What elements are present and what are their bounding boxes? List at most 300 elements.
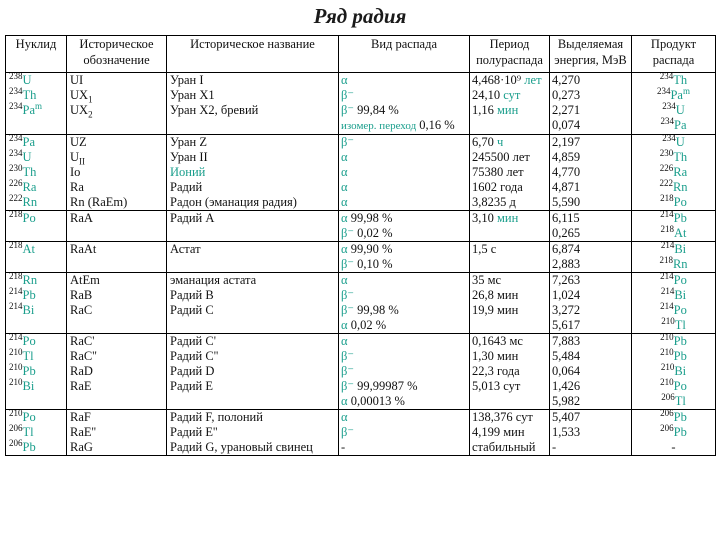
energy-value: 5,982 xyxy=(552,394,581,408)
halflife xyxy=(472,88,547,103)
product-link-symbol[interactable]: U xyxy=(675,135,685,149)
product-link[interactable] xyxy=(634,315,713,333)
energy-value: 0,064 xyxy=(552,364,581,378)
decay-mode-part[interactable]: α xyxy=(341,150,348,164)
halflife-part: 0,1643 мс xyxy=(472,334,523,348)
nuclide-link[interactable] xyxy=(9,300,64,318)
nuclide-link-symbol[interactable]: Po xyxy=(22,410,36,424)
hist-name xyxy=(170,211,336,226)
hist-name-part: Радий E xyxy=(170,379,213,393)
halflife xyxy=(472,135,547,150)
energy-value: 7,263 xyxy=(552,273,581,287)
decay-mode-part[interactable]: β⁻ xyxy=(341,379,354,393)
halflife-part[interactable]: сут xyxy=(503,88,521,102)
decay-mode-part: 99,99987 % xyxy=(353,379,418,393)
product-link[interactable] xyxy=(634,73,713,88)
energy-value: 2,883 xyxy=(552,257,581,271)
product-link-symbol[interactable]: Pb xyxy=(673,410,687,424)
decay-mode-part[interactable]: α xyxy=(341,334,348,348)
hist-symbol: RaC'' xyxy=(70,349,97,363)
header-row xyxy=(6,36,716,73)
table-cell xyxy=(470,334,550,410)
decay-mode-part[interactable]: α xyxy=(341,180,348,194)
hist-name-part: Радий C'' xyxy=(170,349,219,363)
nuclide-link-mass: 210 xyxy=(9,376,23,387)
table-cell xyxy=(167,73,339,135)
hist-symbol: UI xyxy=(70,73,84,87)
nuclide-link-symbol[interactable]: Pa xyxy=(22,135,35,149)
nuclide-link-symbol[interactable]: Pb xyxy=(22,364,36,378)
hist-name xyxy=(170,410,336,425)
product-link-symbol[interactable]: Bi xyxy=(674,288,687,302)
hist-name-part[interactable]: Ионий xyxy=(170,165,206,179)
decay-mode-part[interactable]: β⁻ xyxy=(341,303,354,317)
hist-name xyxy=(170,103,336,118)
product-link-symbol[interactable]: Ra xyxy=(673,165,688,179)
decay-mode-part[interactable]: β⁻ xyxy=(341,288,354,302)
product-link-symbol[interactable]: Pb xyxy=(673,211,687,225)
hist-name xyxy=(170,425,336,440)
decay-mode xyxy=(341,334,467,349)
decay-mode-part[interactable]: β⁻ xyxy=(341,135,354,149)
decay-mode-part[interactable]: α xyxy=(341,318,348,332)
energy-value: 0,074 xyxy=(552,118,581,132)
hist-symbol: RaAt xyxy=(70,242,97,256)
table-row xyxy=(6,73,716,135)
table-cell xyxy=(550,334,632,410)
table-row xyxy=(6,334,716,410)
halflife xyxy=(472,440,547,455)
nuclide-link-mass: 234 xyxy=(9,100,23,111)
product-link-mass: 226 xyxy=(659,162,674,173)
energy-value: 1,533 xyxy=(552,425,581,439)
product-link-mass: 218 xyxy=(659,254,673,265)
decay-mode xyxy=(341,288,467,303)
halflife-part: 5,013 сут xyxy=(472,379,521,393)
decay-mode xyxy=(341,440,467,455)
nuclide-link-symbol[interactable]: Th xyxy=(22,165,37,179)
table-cell xyxy=(6,73,67,135)
halflife-part: 26,8 мин xyxy=(472,288,519,302)
table-cell xyxy=(339,73,470,135)
nuclide-link-mass: 218 xyxy=(9,210,23,219)
halflife-part: 1,30 мин xyxy=(472,349,519,363)
product-link-symbol[interactable]: Po xyxy=(673,303,687,317)
product-link-symbol[interactable]: Pb xyxy=(673,425,687,439)
hist-name-part: Уран II xyxy=(170,150,208,164)
decay-mode-part[interactable]: β⁻ xyxy=(341,349,354,363)
hist-name-part: Радий G, урановый свинец xyxy=(170,440,313,454)
hist-name-part: Уран Z xyxy=(170,135,207,149)
header-energy: Выделяемая энергия, МэВ xyxy=(550,36,632,73)
halflife-part: 1602 года xyxy=(472,180,523,194)
header-halflife: Период полураспада xyxy=(470,36,550,73)
hist-symbol: RaF xyxy=(70,410,91,424)
decay-mode-part: 0,16 % xyxy=(416,118,455,132)
table-row xyxy=(6,242,716,273)
decay-mode-part[interactable]: β⁻ xyxy=(341,88,354,102)
product-link-symbol[interactable]: Pa xyxy=(670,88,683,102)
product-link-symbol[interactable]: Tl xyxy=(674,318,686,332)
hist-name-part: эманация астата xyxy=(170,273,257,287)
product-link-mass: 234 xyxy=(659,72,674,81)
product-link-symbol[interactable]: Po xyxy=(673,273,687,287)
halflife xyxy=(472,303,547,318)
nuclide-link-mass: 214 xyxy=(9,300,23,311)
table-cell xyxy=(632,273,716,334)
nuclide-link-symbol[interactable]: Rn xyxy=(22,273,38,287)
product-link[interactable] xyxy=(634,422,713,440)
energy-value: 1,426 xyxy=(552,379,581,393)
product-link[interactable] xyxy=(634,115,713,133)
product-link-mass: 230 xyxy=(659,147,674,158)
hist-symbol: RaE xyxy=(70,379,92,393)
table-cell xyxy=(550,211,632,242)
nuclide-link-mass: 206 xyxy=(9,437,23,448)
table-cell xyxy=(339,211,470,242)
nuclide-link[interactable] xyxy=(9,100,64,118)
hist-name xyxy=(170,303,336,318)
table-cell xyxy=(470,410,550,456)
hist-name xyxy=(170,273,336,288)
decay-mode-part[interactable]: α xyxy=(341,195,348,209)
product-link-symbol[interactable]: Po xyxy=(673,195,687,209)
hist-name-part: Радон (эманация радия) xyxy=(170,195,297,209)
product-link: - xyxy=(671,440,676,454)
halflife-part: 24,10 xyxy=(472,88,504,102)
decay-mode xyxy=(341,410,467,425)
table-cell xyxy=(470,273,550,334)
hist-symbol: UZ xyxy=(70,135,87,149)
hist-name-part: Радий A xyxy=(170,211,215,225)
halflife-part: 1,5 с xyxy=(472,242,497,256)
decay-mode-part[interactable]: α xyxy=(341,242,348,256)
nuclide-link-symbol[interactable]: Pb xyxy=(22,440,36,454)
decay-mode-part[interactable]: α xyxy=(341,165,348,179)
halflife-part[interactable]: мин xyxy=(497,103,519,117)
product-link-mass: 218 xyxy=(660,192,674,203)
product-link-mass: 210 xyxy=(660,376,674,387)
nuclide-link[interactable] xyxy=(9,211,64,226)
decay-mode-part[interactable]: изомер. переход xyxy=(341,120,417,132)
energy-value: 4,859 xyxy=(552,150,581,164)
hist-name-part: Радий C xyxy=(170,303,214,317)
hist-name-part: Радий E'' xyxy=(170,425,218,439)
hist-name-part: Радий C' xyxy=(170,334,216,348)
hist-symbol: Io xyxy=(70,165,81,179)
nuclide-link-symbol[interactable]: Bi xyxy=(22,379,35,393)
halflife-part[interactable]: лет xyxy=(524,73,542,87)
product-link-mass: 234 xyxy=(662,100,676,111)
product-link-mass: 210 xyxy=(660,361,675,372)
header-hist-name: Историческое название xyxy=(167,36,339,73)
hist-symbol: Ra xyxy=(70,180,84,194)
nuclide-link-mass: 210 xyxy=(9,346,23,357)
table-cell xyxy=(632,410,716,456)
decay-mode xyxy=(341,118,467,134)
table-cell xyxy=(339,410,470,456)
hist-name-part: Уран X2, бревий xyxy=(170,103,259,117)
halflife-part: 6,70 xyxy=(472,135,497,149)
radium-series-table xyxy=(5,35,716,456)
table-cell xyxy=(550,73,632,135)
halflife-part: 4,468·10⁹ xyxy=(472,73,525,87)
product-link[interactable] xyxy=(634,242,713,257)
nuclide-link-symbol[interactable]: U xyxy=(22,150,32,164)
nuclide-link[interactable] xyxy=(9,192,64,210)
decay-mode xyxy=(341,73,467,88)
table-cell xyxy=(339,334,470,410)
decay-mode xyxy=(341,273,467,288)
product-link-mass: 206 xyxy=(660,409,674,418)
halflife xyxy=(472,73,547,88)
product-link-mass: 206 xyxy=(661,391,675,402)
decay-mode-part[interactable]: α xyxy=(341,211,348,225)
table-cell xyxy=(550,410,632,456)
table-cell xyxy=(67,135,167,211)
nuclide-link-symbol[interactable]: Bi xyxy=(22,303,35,317)
product-link[interactable] xyxy=(634,162,713,180)
product-link[interactable] xyxy=(634,254,713,272)
table-cell xyxy=(339,242,470,273)
decay-mode-part[interactable]: α xyxy=(341,273,348,287)
nuclide-link-mass: 210 xyxy=(9,409,23,418)
decay-mode-part[interactable]: β⁻ xyxy=(341,226,354,240)
product-link-symbol[interactable]: Pb xyxy=(673,349,687,363)
product-link-symbol[interactable]: Th xyxy=(673,73,688,87)
product-link[interactable] xyxy=(634,135,713,150)
product-link-mass: 210 xyxy=(660,346,674,357)
hist-symbol: RaC xyxy=(70,303,93,317)
hist-symbol: RaE'' xyxy=(70,425,97,439)
table-cell xyxy=(339,273,470,334)
product-link[interactable] xyxy=(634,192,713,210)
table-cell xyxy=(6,273,67,334)
energy-value: 6,115 xyxy=(552,211,580,225)
hist-symbol: RaA xyxy=(70,211,93,225)
table-cell xyxy=(6,410,67,456)
table-cell xyxy=(632,135,716,211)
decay-mode xyxy=(341,394,467,409)
product-link[interactable] xyxy=(634,391,713,409)
decay-mode xyxy=(341,379,467,394)
halflife-part: 22,3 года xyxy=(472,364,520,378)
table-row xyxy=(6,135,716,211)
table-cell xyxy=(167,410,339,456)
product-link-mass: 234 xyxy=(660,115,674,126)
decay-mode-part[interactable]: α xyxy=(341,410,348,424)
table-cell xyxy=(550,273,632,334)
product-link-isomer: m xyxy=(682,85,690,96)
page-title: Ряд радия xyxy=(313,4,407,28)
nuclide-link-symbol[interactable]: Po xyxy=(22,334,36,348)
decay-mode-part[interactable]: β⁻ xyxy=(341,425,354,439)
nuclide-link-mass: 234 xyxy=(9,85,23,96)
hist-name xyxy=(170,288,336,303)
nuclide-link-symbol[interactable]: At xyxy=(22,242,35,256)
hist-symbol: $U_{II}$ xyxy=(70,150,86,167)
product-link-mass: 218 xyxy=(660,223,674,234)
table-cell xyxy=(632,73,716,135)
nuclide-link-symbol[interactable]: Ra xyxy=(22,180,37,194)
hist-symbol-sub: 2 xyxy=(88,109,93,120)
decay-mode xyxy=(341,364,467,379)
hist-symbol: $UX_1$ xyxy=(70,88,93,105)
hist-name xyxy=(170,334,336,349)
nuclide-link-mass: 206 xyxy=(9,422,23,433)
hist-name xyxy=(170,150,336,165)
nuclide-link-mass: 210 xyxy=(9,361,23,372)
product-link-symbol[interactable]: At xyxy=(674,226,687,240)
energy-value: 5,590 xyxy=(552,195,581,209)
product-link-mass: 222 xyxy=(659,177,673,188)
product-link[interactable] xyxy=(634,147,713,165)
hist-name-part: Уран I xyxy=(170,73,204,87)
halflife xyxy=(472,288,547,303)
table-cell xyxy=(167,211,339,242)
product-link[interactable] xyxy=(634,223,713,241)
table-cell xyxy=(6,334,67,410)
decay-mode-part[interactable]: β⁻ xyxy=(341,103,354,117)
decay-mode-part[interactable]: β⁻ xyxy=(341,257,354,271)
hist-symbol: $UX_2$ xyxy=(70,103,93,120)
product-link-mass: 210 xyxy=(661,315,675,326)
halflife-part[interactable]: мин xyxy=(497,211,519,225)
product-link-symbol[interactable]: Th xyxy=(673,150,688,164)
nuclide-link-symbol[interactable]: Tl xyxy=(22,425,34,439)
hist-name-part: Уран X1 xyxy=(170,88,215,102)
product-link-symbol[interactable]: Rn xyxy=(672,180,688,194)
table-cell xyxy=(67,73,167,135)
hist-name-part: Радий D xyxy=(170,364,215,378)
product-link-mass: 234 xyxy=(662,134,676,143)
decay-mode xyxy=(341,150,467,165)
product-link-symbol[interactable]: Bi xyxy=(674,364,687,378)
energy-value: 4,871 xyxy=(552,180,581,194)
decay-mode-part: 99,98 % xyxy=(347,211,393,225)
table-cell xyxy=(167,135,339,211)
nuclide-link[interactable] xyxy=(9,242,64,257)
decay-mode xyxy=(341,195,467,210)
hist-symbol: AtEm xyxy=(70,273,100,287)
nuclide-link-symbol[interactable]: Po xyxy=(22,211,36,225)
decay-mode xyxy=(341,349,467,364)
decay-mode xyxy=(341,318,467,333)
hist-name-part: Радий xyxy=(170,180,203,194)
decay-mode xyxy=(341,257,467,272)
hist-name xyxy=(170,242,336,257)
product-link-symbol[interactable]: Pa xyxy=(674,118,687,132)
product-link-symbol[interactable]: U xyxy=(675,103,685,117)
decay-mode xyxy=(341,135,467,150)
table-cell xyxy=(470,135,550,211)
table-row xyxy=(6,273,716,334)
decay-mode-part[interactable]: β⁻ xyxy=(341,364,354,378)
halflife-part: стабильный xyxy=(472,440,536,454)
product-link-symbol[interactable]: Bi xyxy=(674,242,687,256)
decay-mode-part[interactable]: α xyxy=(341,394,348,408)
nuclide-link-mass: 218 xyxy=(9,272,23,281)
decay-mode-part: 0,10 % xyxy=(353,257,393,271)
halflife-part: 35 мс xyxy=(472,273,502,287)
decay-mode-part: 99,84 % xyxy=(353,103,399,117)
decay-mode xyxy=(341,103,467,118)
hist-symbol: RaB xyxy=(70,288,93,302)
energy-value: 0,265 xyxy=(552,226,581,240)
halflife-part[interactable]: ч xyxy=(497,135,504,149)
table-cell xyxy=(632,334,716,410)
header-hist-symbol: Историческое обозначение xyxy=(67,36,167,73)
product-link-symbol[interactable]: Pb xyxy=(673,334,687,348)
product-link-mass: 210 xyxy=(660,333,674,342)
nuclide-link-mass: 234 xyxy=(9,134,23,143)
table-cell xyxy=(167,273,339,334)
nuclide-link[interactable] xyxy=(9,376,64,394)
product-link-symbol[interactable]: Rn xyxy=(672,257,688,271)
nuclide-link-symbol[interactable]: Tl xyxy=(22,349,34,363)
halflife xyxy=(472,349,547,364)
halflife-part: 1,16 xyxy=(472,103,497,117)
table-cell xyxy=(167,334,339,410)
energy-value: 5,407 xyxy=(552,410,581,424)
halflife xyxy=(472,364,547,379)
table-cell xyxy=(6,211,67,242)
halflife xyxy=(472,273,547,288)
decay-mode xyxy=(341,165,467,180)
nuclide-link-symbol[interactable]: Th xyxy=(22,88,37,102)
hist-name xyxy=(170,135,336,150)
decay-mode-part: 0,00013 % xyxy=(347,394,405,408)
nuclide-link-symbol[interactable]: Pb xyxy=(22,288,36,302)
decay-mode xyxy=(341,226,467,241)
header-nuclide: Нуклид xyxy=(6,36,67,73)
hist-symbol: RaC' xyxy=(70,334,95,348)
product-link-symbol[interactable]: Po xyxy=(673,379,687,393)
energy-value: 2,271 xyxy=(552,103,581,117)
nuclide-link-mass: 214 xyxy=(9,285,23,296)
table-cell xyxy=(67,211,167,242)
nuclide-link-mass: 230 xyxy=(9,162,23,173)
decay-mode-part: - xyxy=(341,440,346,454)
table-cell xyxy=(632,242,716,273)
halflife-part: 138,376 сут xyxy=(472,410,533,424)
table-row xyxy=(6,211,716,242)
table-cell xyxy=(470,242,550,273)
halflife-part: 3,10 xyxy=(472,211,497,225)
product-link-mass: 214 xyxy=(660,272,674,281)
table-cell xyxy=(550,135,632,211)
nuclide-link[interactable] xyxy=(9,437,64,455)
nuclide-link-symbol[interactable]: Rn xyxy=(22,195,38,209)
hist-symbol-sub: 1 xyxy=(88,94,93,105)
nuclide-link-symbol[interactable]: U xyxy=(22,73,32,87)
hist-name xyxy=(170,73,336,88)
halflife xyxy=(472,410,547,425)
halflife-part: 4,199 мин xyxy=(472,425,525,439)
halflife xyxy=(472,425,547,440)
nuclide-link-isomer: m xyxy=(35,100,43,111)
decay-mode-part[interactable]: α xyxy=(341,73,348,87)
table-cell xyxy=(167,242,339,273)
halflife xyxy=(472,242,547,257)
header-decay-mode: Вид распада xyxy=(339,36,470,73)
energy-value: 0,273 xyxy=(552,88,581,102)
halflife xyxy=(472,180,547,195)
energy-value: 1,024 xyxy=(552,288,581,302)
nuclide-link-symbol[interactable]: Pa xyxy=(22,103,35,117)
product-link-mass: 206 xyxy=(660,422,674,433)
product-link-symbol[interactable]: Tl xyxy=(674,394,686,408)
